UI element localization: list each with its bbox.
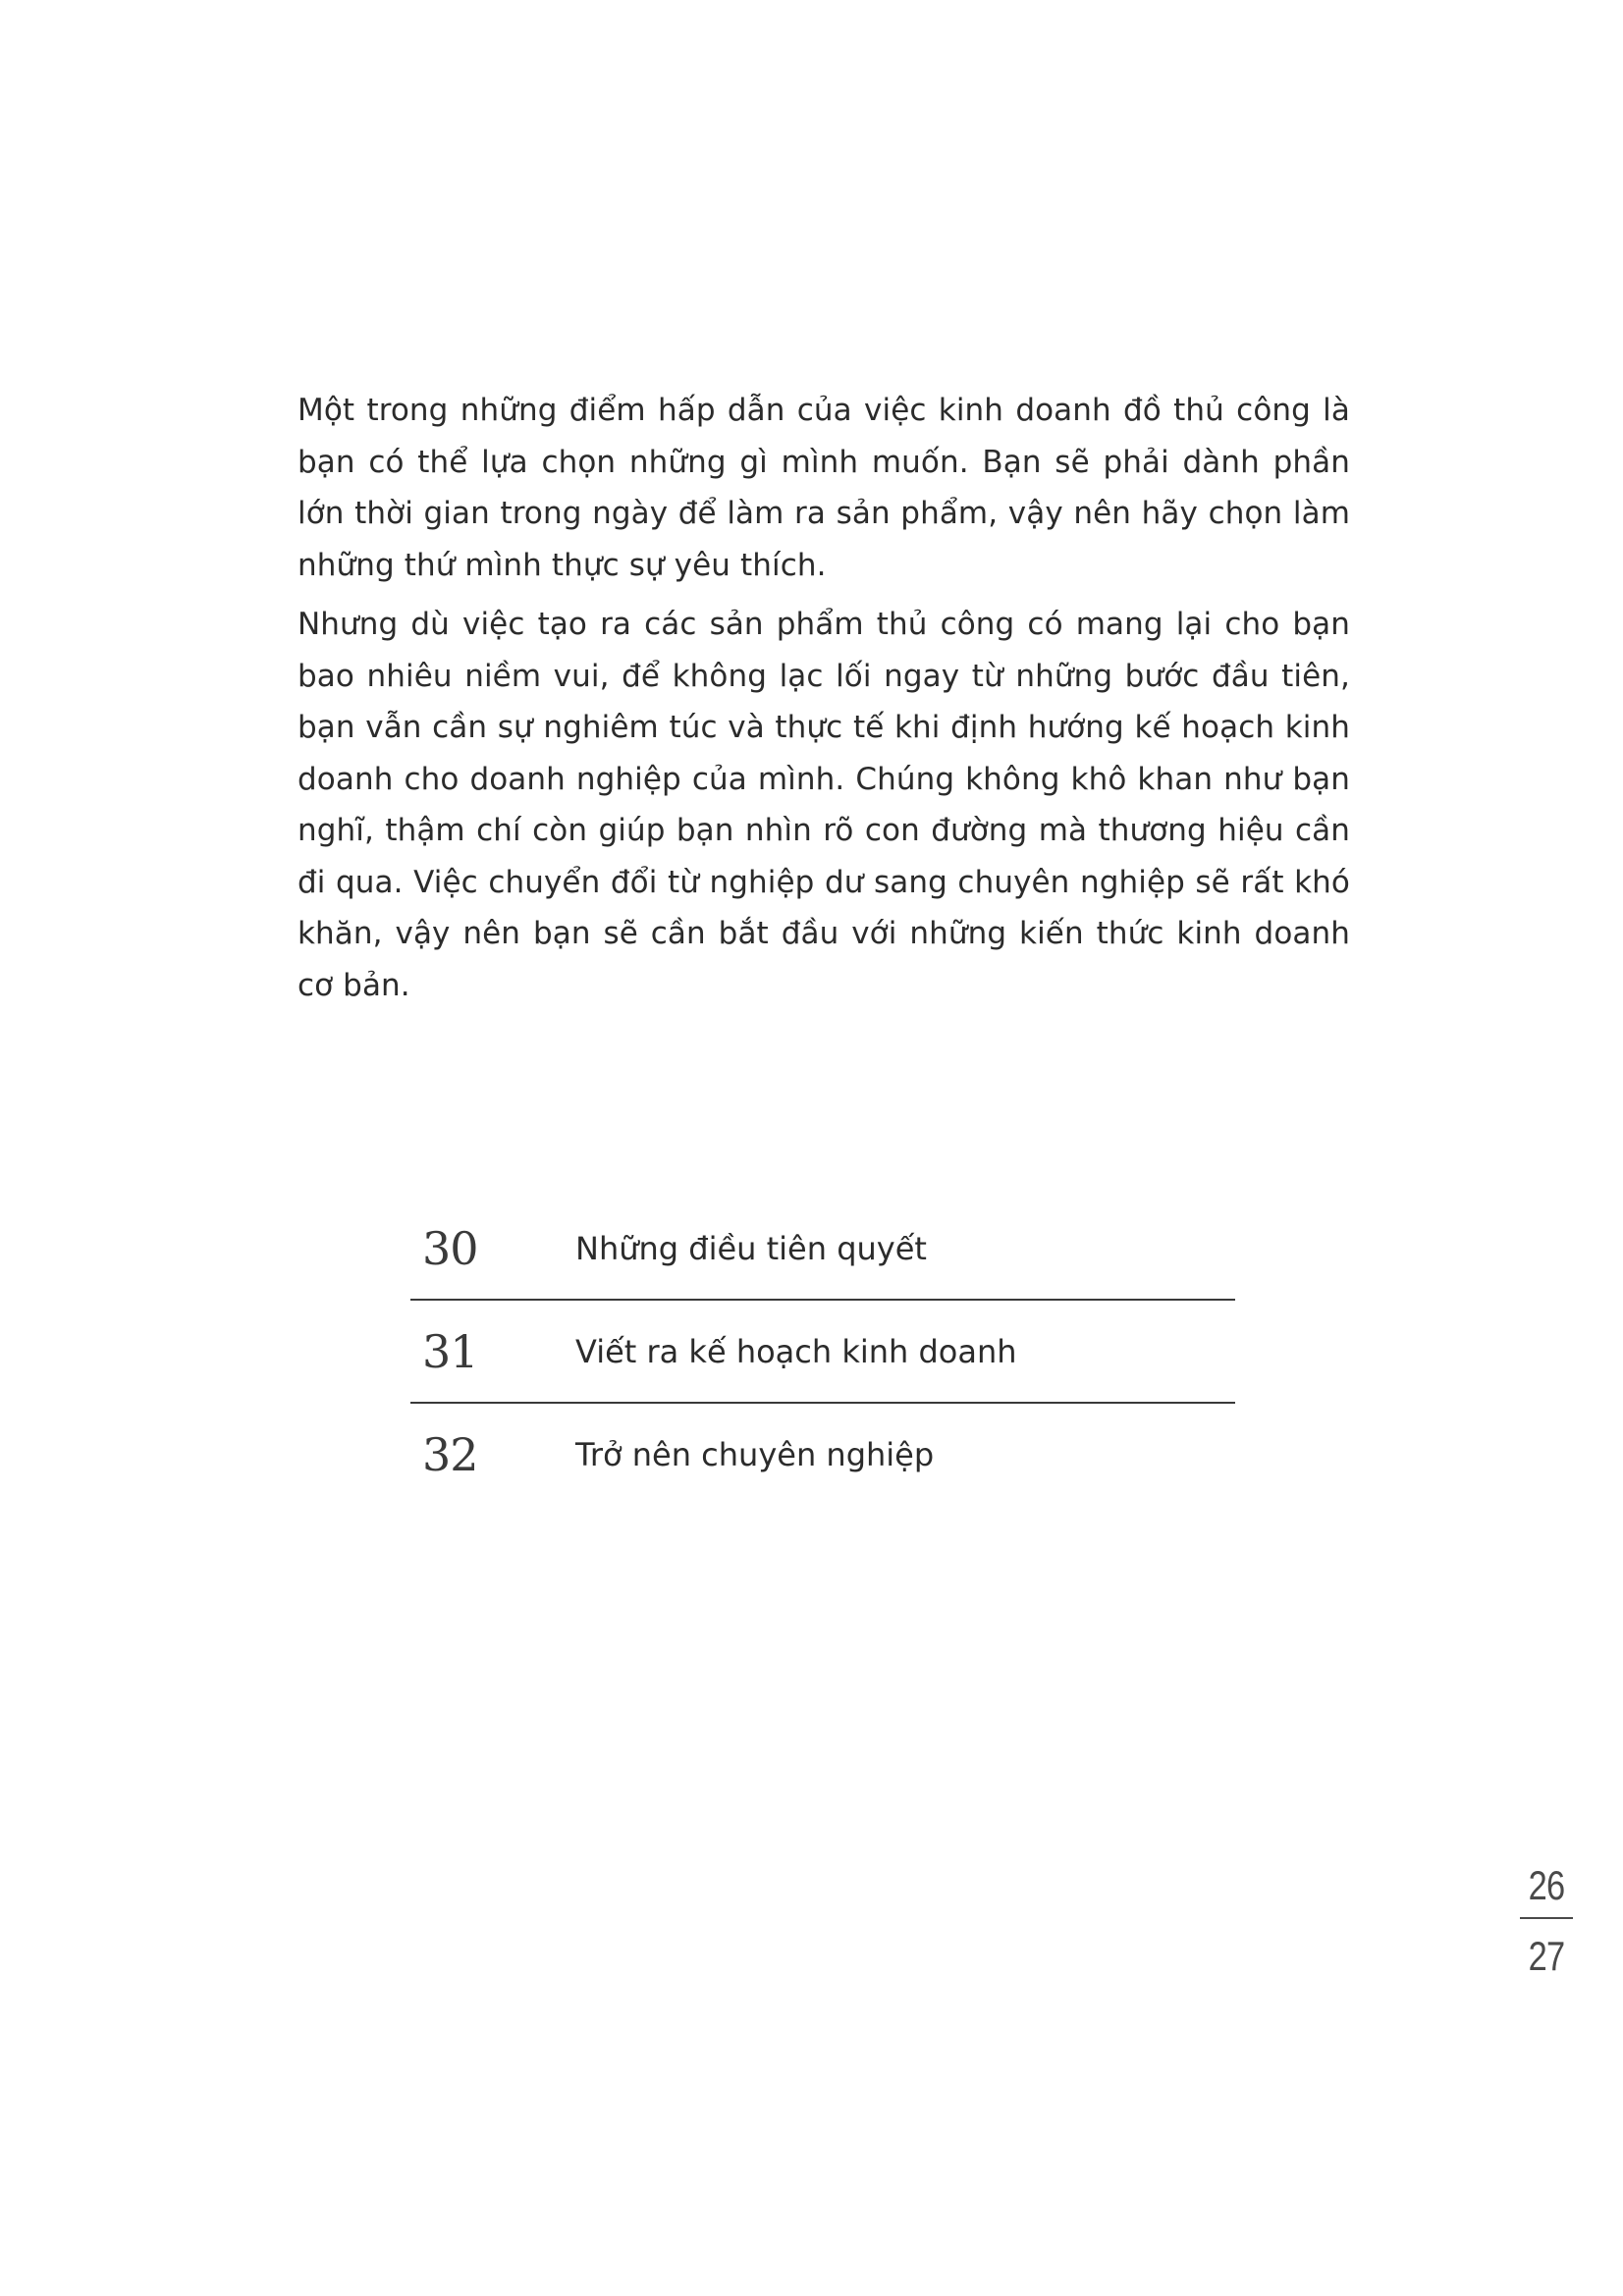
toc-page-number: 30 xyxy=(422,1221,478,1275)
right-page-number: 27 xyxy=(1528,1933,1565,1979)
folio-divider xyxy=(1520,1917,1573,1919)
left-page-number: 26 xyxy=(1528,1862,1565,1908)
toc-title: Những điều tiên quyết xyxy=(575,1229,927,1267)
intro-paragraph: Một trong những điểm hấp dẫn của việc kinh doanh đồ thủ công là bạn có thể lựa chọn những gì mình muốn. Bạn sẽ phải dành phần lớn thời gian trong ngày để làm ra sản phẩm, vậy nên hãy chọn làm những thứ mình thực sự yêu thích. xyxy=(298,393,1350,583)
toc-page-number: 31 xyxy=(422,1324,478,1378)
toc-title: Viết ra kế hoạch kinh doanh xyxy=(575,1332,1017,1370)
toc-page-number: 32 xyxy=(422,1427,478,1481)
intro-paragraph: Nhưng dù việc tạo ra các sản phẩm thủ công có mang lại cho bạn bao nhiêu niềm vui, để không lạc lối ngay từ những bước đầu tiên, bạn vẫn cần sự nghiêm túc và thực tế khi định hướng kế hoạch kinh doanh cho doanh nghiệp của mình. Chúng không khô khan như bạn nghĩ, thậm chí còn giúp bạn nhìn rõ con đường mà thương hiệu cần đi qua. Việc chuyển đổi từ nghiệp dư sang chuyên nghiệp sẽ rất khó khăn, vậy nên bạn sẽ cần bắt đầu với những kiến thức kinh doanh cơ bản. xyxy=(298,607,1350,1003)
chapter-contents xyxy=(410,1198,1235,1505)
toc-entry[interactable] xyxy=(410,1198,1235,1301)
toc-entry[interactable] xyxy=(410,1301,1235,1404)
intro-text xyxy=(298,385,1350,1019)
toc-entry[interactable] xyxy=(410,1404,1235,1505)
toc-title: Trở nên chuyên nghiệp xyxy=(575,1435,935,1473)
page-folio xyxy=(1520,1862,1573,1980)
